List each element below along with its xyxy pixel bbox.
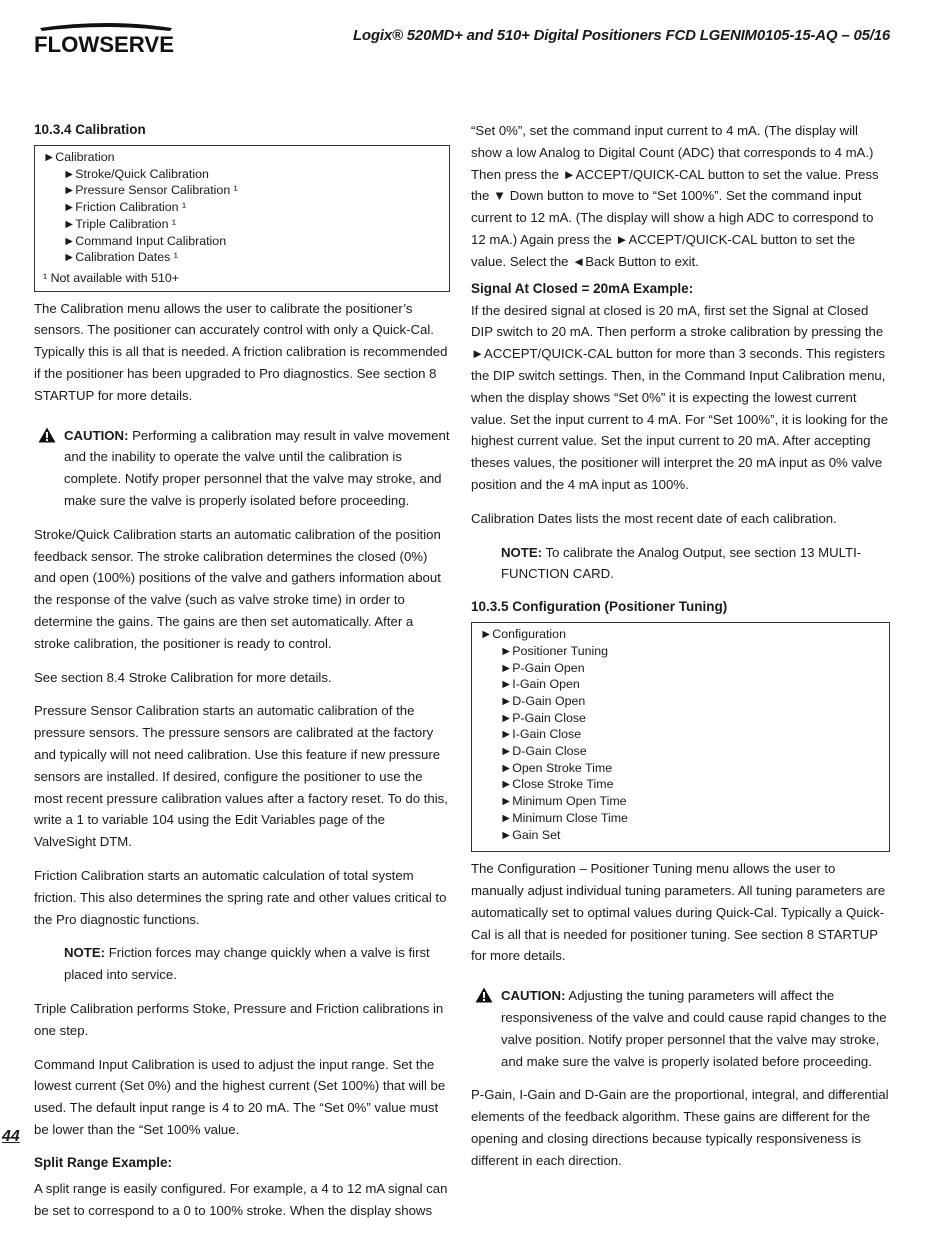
- note-text: Friction forces may change quickly when a valve is first placed into service.: [64, 945, 430, 983]
- menu-item: ►Minimum Open Time: [500, 794, 627, 809]
- right-column: [471, 120, 890, 1184]
- caution-block: [34, 425, 450, 512]
- menu-item: ►Open Stroke Time: [500, 760, 613, 775]
- menu-item: ►Stroke/Quick Calibration: [63, 166, 209, 181]
- left-column: [34, 120, 450, 1233]
- menu-root: ►Calibration: [43, 150, 115, 164]
- paragraph: Command Input Calibration is used to adjust the input range. Set the lowest current (Set 0%) and the highest current (Set 100%) that will be used. The default input range is 4 to 20 mA. The “Set 0%” value must be lower than the “Set 100% value.: [34, 1056, 446, 1137]
- paragraph: Triple Calibration performs Stoke, Pressure and Friction calibrations in one step.: [34, 1000, 444, 1038]
- menu-item: ►Command Input Calibration: [63, 233, 227, 248]
- paragraph: Calibration Dates lists the most recent date of each calibration.: [471, 510, 837, 526]
- menu-item: ►D-Gain Close: [500, 744, 587, 759]
- caution-label: CAUTION:: [501, 988, 566, 1004]
- menu-item: ►P-Gain Close: [500, 710, 586, 725]
- note-label: NOTE:: [64, 945, 106, 961]
- configuration-menu-box: [471, 622, 890, 852]
- logo-wordmark: FLOWSERVE: [34, 32, 174, 57]
- calibration-menu-box: [34, 145, 450, 292]
- menu-item: ►I-Gain Close: [500, 727, 582, 742]
- caution-label: CAUTION:: [64, 427, 129, 443]
- page-number: 44: [2, 1128, 20, 1145]
- caution-text: Adjusting the tuning parameters will affect the responsiveness of the valve and could cause rapid changes to the valve position. Notify proper personnel that the valve may stroke, and make sure the valve is properly isolated before proceeding.: [501, 988, 887, 1069]
- warning-triangle-icon: [38, 427, 56, 443]
- paragraph: The Calibration menu allows the user to calibrate the positioner’s sensors. The positioner can accurately control with only a Quick-Cal. Typically this is all that is needed. A friction calibration is recommended if the positioner has been upgraded to Pro diagnostics. See section 8 STARTUP for more details.: [34, 300, 448, 403]
- paragraph: Stroke/Quick Calibration starts an automatic calibration of the position feedback sensor. The stroke calibration determines the closed (0%) and open (100%) positions of the valve and gathers information about the response of the valve (such as valve stroke time) in order to determine the gains. The gains are then set automatically. After a stroke calibration, the positioner is ready to control.: [34, 526, 441, 651]
- paragraph: P-Gain, I-Gain and D-Gain are the proportional, integral, and differential elements of the feedback algorithm. These gains are different for the opening and closing directions because typically responsiveness is different in each direction.: [471, 1087, 889, 1168]
- paragraph: “Set 0%”, set the command input current to 4 mA. (The display will show a low Analog to Digital Count (ADC) that corresponds to 4 mA.) Then press the ►ACCEPT/QUICK-CAL button to set the value. Press the ▼ Down button to move to “Set 100%”. Set the command input current to 12 mA. (The display will show a high ADC to correspond to 12 mA.) Again press the ►ACCEPT/QUICK-CAL button to set the value. Select the ◄Back Button to exit.: [471, 123, 879, 269]
- paragraph: The Configuration – Positioner Tuning menu allows the user to manually adjust individual tuning parameters. All tuning parameters are automatically set to optimal values during Quick-Cal. Typically a Quick-Cal is all that is needed for positioner tuning. See section 8 STARTUP for more details.: [471, 861, 886, 964]
- document-title: Logix® 520MD+ and 510+ Digital Positioners FCD LGENIM0105-15-AQ – 05/16: [352, 27, 890, 44]
- menu-item: ►Pressure Sensor Calibration ¹: [63, 183, 238, 198]
- paragraph: See section 8.4 Stroke Calibration for more details.: [34, 669, 332, 685]
- menu-footnote: ¹ Not available with 510+: [43, 270, 180, 285]
- signal-closed-heading: Signal At Closed = 20mA Example:: [471, 280, 694, 296]
- menu-item: ►Calibration Dates ¹: [63, 250, 178, 265]
- paragraph: Pressure Sensor Calibration starts an automatic calibration of the pressure sensors. The pressure sensors are calibrated at the factory and typically will not need calibration. Use this feature if new pressure sensors are installed. If desired, configure the positioner to use the most recent pressure calibration values after a factory reset. To do this, write a 1 to variable 104 using the Edit Variables page of the ValveSight DTM.: [34, 703, 448, 850]
- paragraph: If the desired signal at closed is 20 mA, first set the Signal at Closed DIP switch to 20 mA. Then perform a stroke calibration by pressing the ►ACCEPT/QUICK-CAL button for more than 3 seconds. This registers the DIP switch settings. Then, in the Command Input Calibration menu, when the display shows “Set 0%” it is expecting the lowest current value. Set the input current to 4 mA. For “Set 100%”, it is looking for the highest current value. Set the input current to 20 mA. After accepting theses values, the positioner will interpret the 20 mA input as 0% valve position and the 4 mA input as 100%.: [471, 302, 889, 492]
- paragraph: Friction Calibration starts an automatic calculation of total system friction. This also determines the spring rate and other values critical to the Pro diagnostic functions.: [34, 867, 447, 927]
- menu-item: ►Triple Calibration ¹: [63, 216, 177, 231]
- note-label: NOTE:: [501, 544, 543, 560]
- note-text: To calibrate the Analog Output, see section 13 MULTI-FUNCTION CARD.: [501, 544, 862, 582]
- flowserve-logo: [34, 20, 179, 60]
- warning-triangle-icon: [475, 987, 493, 1003]
- menu-root: ►Configuration: [480, 627, 566, 642]
- caution-text: Performing a calibration may result in valve movement and the inability to operate the valve until the calibration is complete. Notify proper personnel that the valve may stroke, and make sure the valve is properly isolated before proceeding.: [64, 427, 450, 508]
- menu-item: ►P-Gain Open: [500, 660, 585, 675]
- split-range-heading: Split Range Example:: [34, 1154, 173, 1170]
- calibration-heading: 10.3.4 Calibration: [34, 122, 146, 137]
- menu-item: ►Friction Calibration ¹: [63, 200, 187, 215]
- configuration-heading: 10.3.5 Configuration (Positioner Tuning): [471, 599, 728, 615]
- note-block: [471, 542, 890, 586]
- menu-item: ►Minimum Close Time: [500, 810, 628, 825]
- caution-block: [471, 985, 890, 1072]
- menu-item: ►Close Stroke Time: [500, 777, 614, 792]
- note-block: [34, 942, 450, 986]
- paragraph: A split range is easily configured. For example, a 4 to 12 mA signal can be set to correspond to a 0 to 100% stroke. When the display shows: [34, 1180, 448, 1218]
- menu-item: ►I-Gain Open: [500, 677, 580, 692]
- menu-item: ►D-Gain Open: [500, 693, 586, 708]
- menu-item: ►Positioner Tuning: [500, 643, 609, 658]
- menu-item: ►Gain Set: [500, 827, 561, 842]
